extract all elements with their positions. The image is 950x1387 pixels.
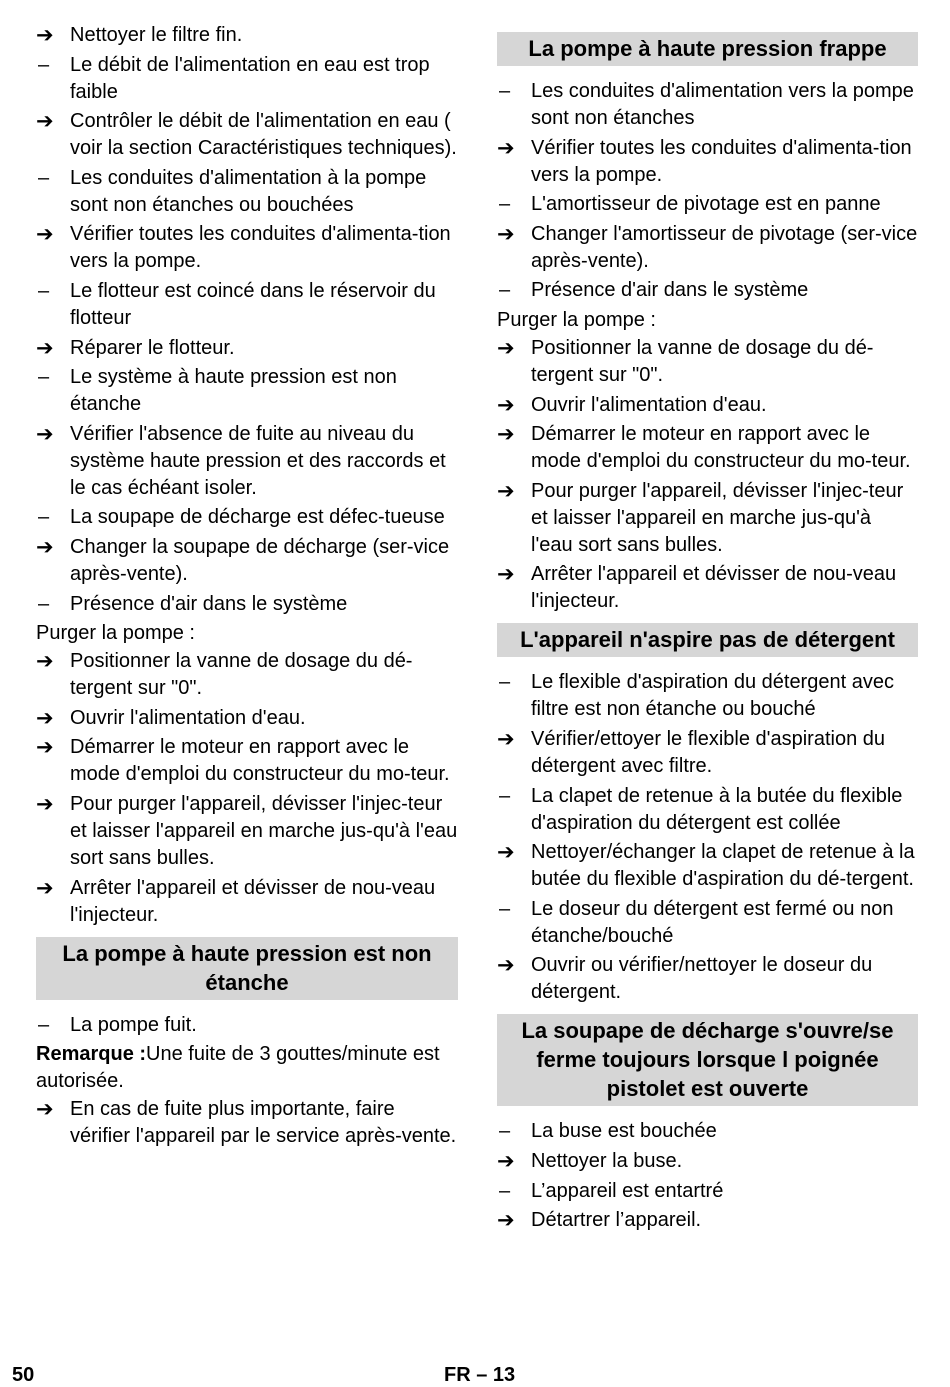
cause-item	[497, 1178, 918, 1205]
arrow-icon: ➔	[497, 727, 515, 751]
arrow-icon: ➔	[497, 479, 515, 503]
arrow-icon: ➔	[36, 535, 54, 559]
arrow-icon: ➔	[497, 954, 515, 978]
arrow-icon: ➔	[497, 563, 515, 587]
item-text: Vérifier/ettoyer le flexible d'aspiration du détergent avec filtre.	[531, 727, 886, 777]
arrow-icon: ➔	[36, 336, 54, 360]
dash-bullet: –	[499, 80, 511, 102]
left-column	[36, 22, 458, 1153]
item-text: La clapet de retenue à la butée du flexible d'aspiration du détergent est collée	[531, 784, 903, 834]
section-heading: La pompe à haute pression est non étanche	[36, 937, 458, 1000]
action-item	[497, 392, 918, 419]
arrow-icon: ➔	[497, 1149, 515, 1173]
cause-item	[36, 504, 458, 531]
item-text: Nettoyer le filtre fin.	[70, 24, 243, 46]
item-text: Nettoyer/échanger la clapet de retenue à la butée du flexible d'aspiration du dé-tergent.	[531, 841, 915, 891]
arrow-icon: ➔	[497, 393, 515, 417]
action-item	[497, 561, 918, 615]
item-text: Ouvrir ou vérifier/nettoyer le doseur du détergent.	[531, 954, 873, 1004]
action-item	[36, 421, 458, 502]
action-item	[36, 221, 458, 275]
dash-bullet: –	[499, 897, 511, 920]
item-text: Le flexible d'aspiration du détergent avec filtre est non étanche ou bouché	[531, 671, 894, 721]
item-text: La soupape de décharge est défec-tueuse	[70, 506, 445, 529]
item-text: Le système à haute pression est non étanche	[70, 366, 397, 416]
dash-bullet: –	[499, 193, 511, 216]
arrow-icon: ➔	[497, 841, 515, 865]
action-item	[36, 734, 458, 788]
action-item	[497, 952, 918, 1006]
item-text: Positionner la vanne de dosage du dé-tergent sur "0".	[70, 650, 413, 700]
arrow-icon: ➔	[36, 706, 54, 730]
dash-bullet: –	[38, 592, 50, 615]
arrow-icon: ➔	[497, 222, 515, 246]
item-text: L'amortisseur de pivotage est en panne	[531, 193, 881, 216]
action-item	[36, 648, 458, 702]
item-text: Présence d'air dans le système	[70, 592, 348, 615]
item-text: Pour purger l'appareil, dévisser l'injec-teur et laisser l'appareil en marche jus-qu'à l'eau sort sans bulles.	[531, 479, 904, 556]
action-item	[36, 1096, 458, 1150]
cause-item	[36, 1012, 458, 1039]
cause-item	[36, 52, 458, 106]
arrow-icon: ➔	[497, 336, 515, 360]
cause-item	[497, 896, 918, 950]
action-item	[36, 335, 458, 362]
action-item	[497, 478, 918, 559]
arrow-icon: ➔	[497, 423, 515, 447]
action-item	[36, 22, 458, 49]
action-item	[36, 705, 458, 732]
item-text: Les conduites d'alimentation vers la pompe sont non étanches	[531, 80, 914, 129]
page-number: 50	[12, 1364, 35, 1386]
note-paragraph	[36, 1041, 458, 1095]
action-item	[497, 839, 918, 893]
dash-bullet: –	[499, 1120, 511, 1143]
arrow-icon: ➔	[497, 1209, 515, 1233]
cause-item	[497, 277, 918, 304]
item-text: Positionner la vanne de dosage du dé-tergent sur "0".	[531, 336, 874, 386]
item-text: Ouvrir l'alimentation d'eau.	[70, 706, 306, 729]
item-text: Nettoyer la buse.	[531, 1149, 683, 1172]
action-item	[497, 135, 918, 189]
dash-bullet: –	[38, 506, 50, 529]
cause-item	[36, 591, 458, 618]
item-text: Pour purger l'appareil, dévisser l'injec-teur et laisser l'appareil en marche jus-qu'à l'eau sort sans bulles.	[70, 792, 458, 869]
section-heading: L'appareil n'aspire pas de détergent	[497, 623, 918, 657]
action-item	[36, 875, 458, 929]
item-text: Réparer le flotteur.	[70, 336, 235, 359]
cause-item	[497, 669, 918, 723]
dash-bullet: –	[38, 166, 50, 189]
arrow-icon: ➔	[497, 136, 515, 160]
action-item	[36, 108, 458, 162]
item-text: Détartrer l’appareil.	[531, 1209, 702, 1232]
paragraph: Purger la pompe :	[497, 308, 656, 331]
section-heading: La pompe à haute pression frappe	[497, 32, 918, 66]
action-item	[497, 1148, 918, 1175]
cause-item	[36, 165, 458, 219]
arrow-icon: ➔	[36, 876, 54, 900]
item-text: En cas de fuite plus importante, faire vérifier l'appareil par le service après-vente.	[70, 1098, 457, 1148]
dash-bullet: –	[499, 1179, 511, 1202]
item-text: L’appareil est entartré	[531, 1179, 724, 1202]
action-item	[497, 421, 918, 475]
dash-bullet: –	[499, 671, 511, 694]
paragraph: Purger la pompe :	[36, 622, 195, 645]
note-text: Une fuite de 3 gouttes/minute est autorisée.	[36, 1043, 440, 1093]
dash-bullet: –	[499, 784, 511, 807]
item-text: Le doseur du détergent est fermé ou non étanche/bouché	[531, 897, 894, 947]
arrow-icon: ➔	[36, 1098, 54, 1122]
arrow-icon: ➔	[36, 736, 54, 760]
action-item	[497, 221, 918, 275]
arrow-icon: ➔	[36, 792, 54, 816]
item-text: Démarrer le moteur en rapport avec le mode d'emploi du constructeur du mo-teur.	[70, 736, 450, 786]
cause-item	[497, 78, 918, 132]
language-page-label: FR – 13	[444, 1364, 516, 1386]
item-text: Vérifier toutes les conduites d'alimenta-tion vers la pompe.	[531, 136, 912, 186]
right-column	[497, 22, 918, 1237]
cause-item	[497, 1118, 918, 1145]
item-text: Le débit de l'alimentation en eau est trop faible	[70, 53, 430, 103]
item-text: Vérifier toutes les conduites d'alimenta-tion vers la pompe.	[70, 223, 451, 273]
item-text: La pompe fuit.	[70, 1013, 197, 1036]
action-item	[497, 1207, 918, 1234]
dash-bullet: –	[499, 279, 511, 302]
action-item	[36, 791, 458, 872]
arrow-icon: ➔	[36, 422, 54, 446]
item-text: Arrêter l'appareil et dévisser de nou-veau l'injecteur.	[70, 876, 436, 926]
dash-bullet: –	[38, 279, 50, 302]
arrow-icon: ➔	[36, 24, 54, 47]
section-heading: La soupape de décharge s'ouvre/se ferme toujours lorsque l poignée pistolet est ouverte	[497, 1014, 918, 1106]
item-text: Changer la soupape de décharge (ser-vice après-vente).	[70, 535, 450, 585]
dash-bullet: –	[38, 366, 50, 389]
item-text: Arrêter l'appareil et dévisser de nou-veau l'injecteur.	[531, 563, 897, 613]
item-text: Contrôler le débit de l'alimentation en eau ( voir la section Caractéristiques techniques).	[70, 110, 457, 160]
item-text: Ouvrir l'alimentation d'eau.	[531, 393, 767, 416]
item-text: Présence d'air dans le système	[531, 279, 809, 302]
dash-bullet: –	[38, 1013, 50, 1036]
action-item	[497, 335, 918, 389]
action-item	[497, 726, 918, 780]
item-text: Le flotteur est coincé dans le réservoir du flotteur	[70, 279, 436, 329]
dash-bullet: –	[38, 53, 50, 76]
cause-item	[36, 364, 458, 418]
cause-item	[497, 783, 918, 837]
arrow-icon: ➔	[36, 110, 54, 134]
action-item	[36, 534, 458, 588]
item-text: La buse est bouchée	[531, 1120, 717, 1143]
cause-item	[36, 278, 458, 332]
item-text: Changer l'amortisseur de pivotage (ser-vice après-vente).	[531, 222, 918, 272]
item-text: Vérifier l'absence de fuite au niveau du système haute pression et des raccords et le cas échéant isoler.	[70, 422, 446, 499]
cause-item	[497, 191, 918, 218]
item-text: Démarrer le moteur en rapport avec le mode d'emploi du constructeur du mo-teur.	[531, 423, 911, 473]
note-label: Remarque :	[36, 1043, 147, 1066]
arrow-icon: ➔	[36, 223, 54, 247]
item-text: Les conduites d'alimentation à la pompe sont non étanches ou bouchées	[70, 166, 427, 216]
arrow-icon: ➔	[36, 650, 54, 674]
